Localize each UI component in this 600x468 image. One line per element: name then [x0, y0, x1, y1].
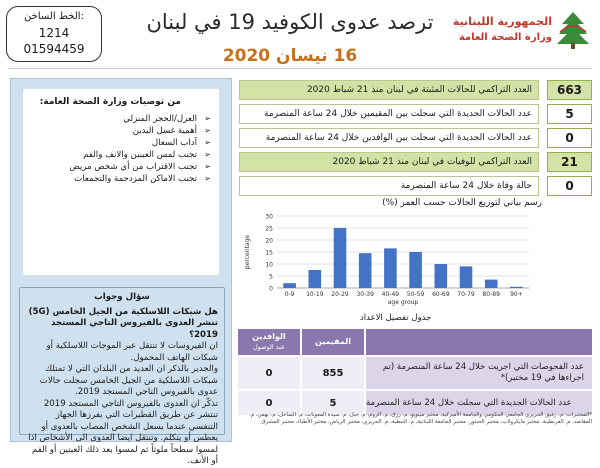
recommendations-box [23, 89, 219, 275]
stat-label: العدد التراكمي للوفيات في لبنان منذ 21 شباط 2020 [239, 152, 539, 172]
y-tick-label: 15 [265, 249, 273, 257]
hotline-number-secondary: 01594459 [23, 42, 85, 56]
list-item: ➢ آداب السعال [27, 137, 211, 149]
bar-80-89 [485, 280, 498, 288]
table-caption: جدول تفصيل الاعداد [360, 313, 432, 323]
stat-row-new-arrivals [239, 128, 592, 148]
stat-label: العدد التراكمي للحالات المثبتة في لبنان منذ 21 شباط 2020 [239, 80, 539, 100]
list-item: ➢ تجنب الاماكن المزدحمة والتجمعات [27, 173, 211, 185]
cedar-icon [556, 10, 590, 50]
x-tick-label: 90+ [510, 291, 523, 298]
list-item: ➢ العزل/الحجر المنزلي [27, 113, 211, 125]
x-tick-label: 40-49 [381, 291, 400, 298]
page-title: ترصد عدوى الكوفيد 19 في لبنان [146, 10, 434, 34]
x-tick-label: 30-39 [356, 291, 374, 298]
bar-10-19 [309, 270, 322, 288]
y-tick-label: 0 [269, 285, 273, 293]
table-cell-arrivals: 0 [238, 357, 300, 389]
y-axis-label: percentage [244, 234, 251, 270]
bar-50-59 [409, 252, 422, 288]
age-distribution-chart [239, 196, 592, 308]
bar-30-39 [359, 253, 372, 288]
list-item: ➢ تجنب لمس العينين والانف والفم [27, 149, 211, 161]
bar-20-29 [334, 228, 347, 288]
table-cell-residents: 5 [302, 391, 364, 415]
y-tick-label: 25 [265, 225, 273, 233]
column-header-blank [366, 329, 592, 355]
info-sidebar [10, 78, 232, 466]
x-tick-label: 80-89 [482, 291, 500, 298]
stat-row-new-residents [239, 104, 592, 124]
x-tick-label: 0-9 [284, 291, 295, 298]
header-divider [8, 68, 592, 69]
y-tick-label: 5 [269, 273, 273, 281]
chart-title: رسم بياني لتوزيع الحالات حسب العمر (%) [382, 198, 542, 208]
ministry-name: الجمهورية اللبنانية [452, 15, 552, 28]
y-tick-label: 20 [265, 237, 273, 245]
labs-footnote: *المختبرات: م. رفيق الحريري الجامعي الحكومي والجامعة الأميركية، مختبر مينويو، م. رزق، م. الروم، م. جبل، م. سيدة المعونات، م. الساحل، م. بهمن، م. المقاصد، م. القرنطينة، مختبر مايكرولاب، مختبر الحبتور، مختبر الجامعة اللبنانية، م. النبطية، م. الحريري، مختبر الرياض، مختبر الأطباء، مختبر المشرق [249, 412, 592, 425]
table-row-label: عدد الفحوصات التي اجريت خلال 24 ساعة المنصرمة (تم اجراءها في 19 مختبر)* [366, 357, 592, 389]
stat-value: 21 [547, 152, 592, 172]
stat-label: عدد الحالات الجديدة التي سجلت بين المقيمين خلال 24 ساعة المنصرمة [239, 104, 539, 124]
list-item: ➢ تجنب الاقتراب من أي شخص مريض [27, 161, 211, 173]
column-header-arrivals-label: الوافدين [252, 332, 286, 341]
column-header-arrivals [238, 329, 300, 355]
bar-0-9 [283, 283, 296, 288]
ministry-subtitle: وزارة الصحة العامة [458, 32, 552, 43]
x-tick-label: 20-29 [331, 291, 349, 298]
stat-row-new-deaths [239, 176, 592, 196]
x-tick-label: 50-59 [406, 291, 425, 298]
table-row-label: عدد الحالات الجديدة التي سجلت خلال 24 ساعة المنصرمة [366, 391, 592, 415]
table-cell-residents: 855 [302, 357, 364, 389]
qa-answer: ان الفيروسات لا تنتقل عبر الموجات اللاسلكية أو شبكات الهاتف المحمول. [46, 341, 218, 363]
qa-box [19, 287, 225, 466]
stat-row-cumulative-cases [239, 80, 592, 100]
stat-label: حالة وفاة خلال 24 ساعة المنصرمة [239, 176, 539, 196]
qa-question: هل شبكات اللاسلكية من الجيل الخامس (5G) تنشر العدوى بالفيروس التاجي المستجد 2019؟ [28, 306, 218, 340]
x-tick-label: 70-79 [457, 291, 475, 298]
x-axis-label: age group [387, 299, 419, 306]
recommendations-list [27, 113, 211, 185]
y-tick-label: 10 [265, 261, 273, 269]
x-tick-label: 10-19 [306, 291, 324, 298]
qa-answer: تذكّر ان العدوى بالفيروس التاجي المستجد 2019 تنتشر عن طريق القطيرات التي يفرزها الجهاز التنفسي عندما يسعل الشخص المصاب بالعدوى أو يعطس أو يتكلم. وتنتقل ايضا العدوى الى الأشخاص اذا لمسوا سطحاً ملوثاً ثم لمسوا بعد ذلك العينين أو الفم أو الأنف. [28, 398, 218, 466]
qa-answer: والجدير بالذكر ان العديد من البلدان التي لا تمتلك شبكات اللاسلكية من الجيل الخامس سجلت حالات عدوى بالفيروس التاجي المستجد 2019. [39, 364, 218, 397]
counts-table [238, 329, 592, 417]
stat-row-cumulative-deaths [239, 152, 592, 172]
stat-label: عدد الحالات الجديدة التي سجلت بين الوافدين خلال 24 ساعة المنصرمة [239, 128, 539, 148]
bar-70-79 [460, 266, 473, 288]
bar-90+ [510, 287, 523, 288]
list-item: ➢ أهمية غسل اليدين [27, 125, 211, 137]
recommendations-title: من توصيات وزارة الصحة العامة: [39, 97, 181, 107]
report-date: 16 نيسان 2020 [222, 46, 358, 66]
chart-canvas [239, 196, 592, 308]
ministry-logo [438, 10, 596, 54]
hotline-label: الخط الساخن: [24, 11, 84, 22]
column-header-arrivals-note: عند الوصول [252, 343, 286, 351]
hotline-number-primary: 1214 [38, 26, 70, 40]
bar-60-69 [435, 264, 448, 288]
x-tick-label: 60-69 [432, 291, 450, 298]
qa-title: سؤال وجواب [94, 292, 150, 302]
stat-value: 663 [547, 80, 592, 100]
hotline-box [6, 6, 102, 62]
bar-40-49 [384, 248, 397, 288]
stat-value: 0 [547, 128, 592, 148]
column-header-residents: المقيمين [302, 329, 364, 355]
y-tick-label: 30 [265, 213, 273, 221]
table-cell-arrivals: 0 [238, 391, 300, 415]
stat-value: 5 [547, 104, 592, 124]
stat-value: 0 [547, 176, 592, 196]
